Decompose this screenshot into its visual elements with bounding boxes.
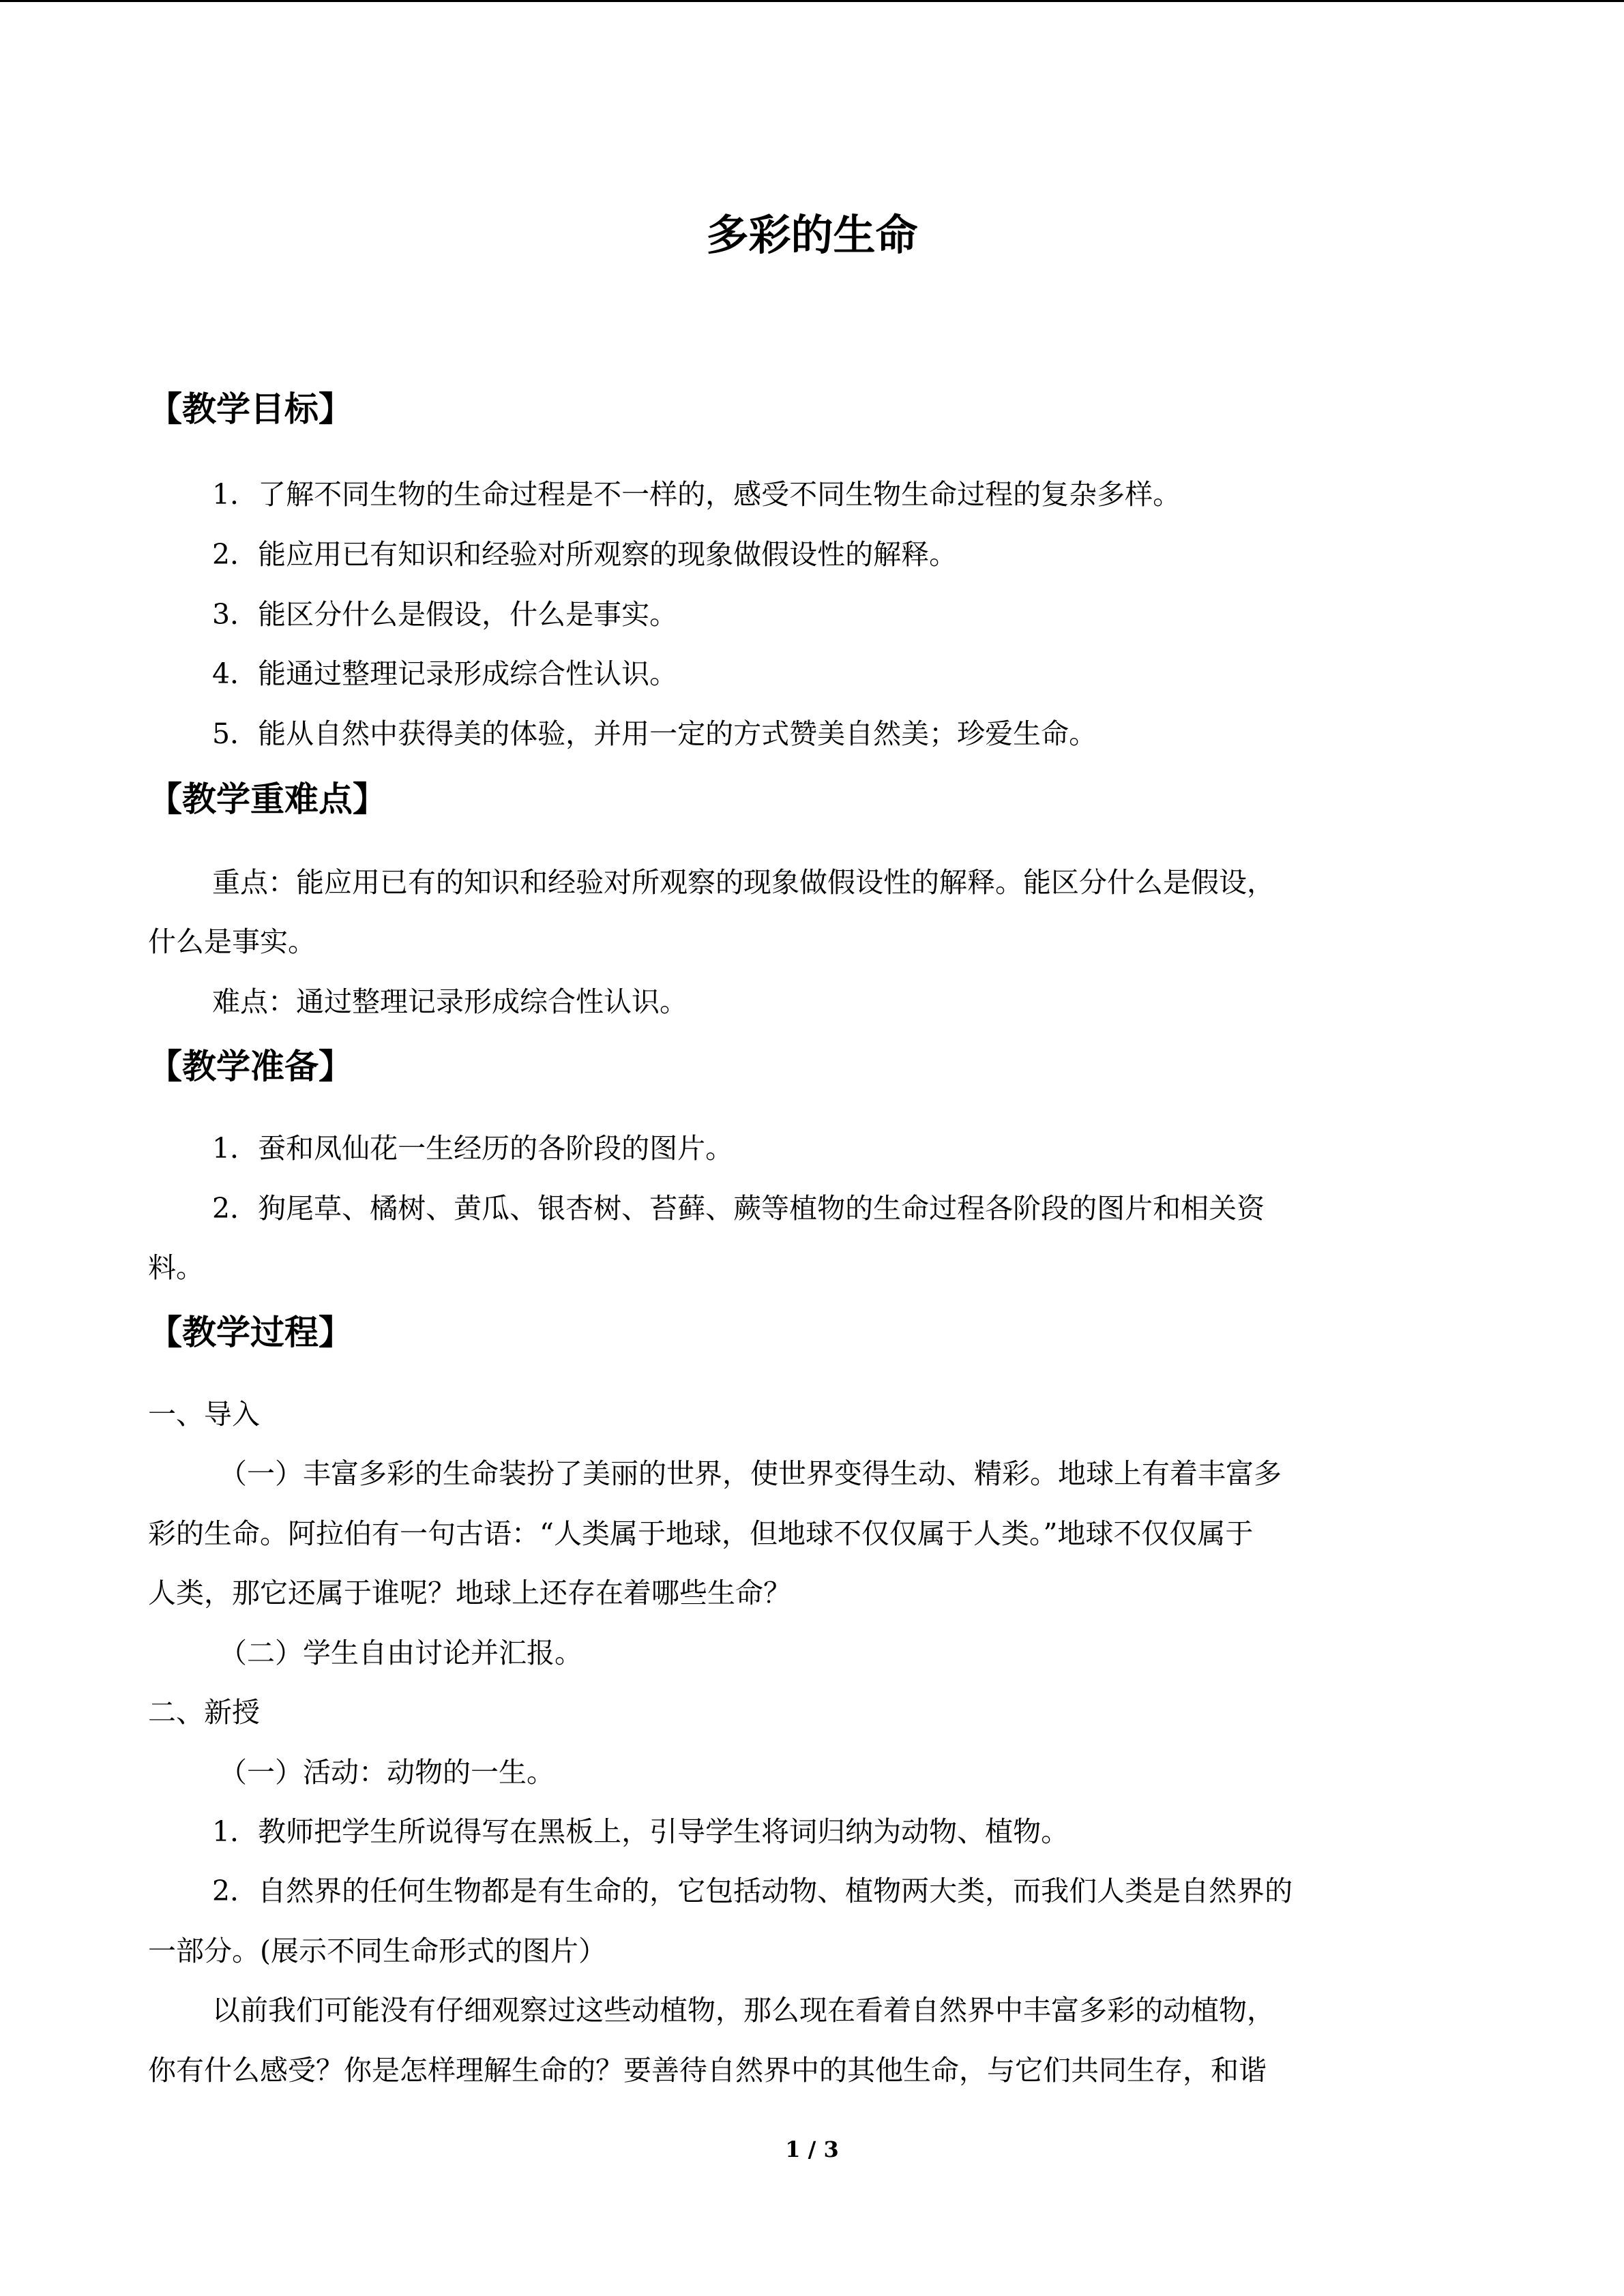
process-part-1-paragraph-1-line-3: 人类，那它还属于谁呢？地球上还存在着哪些生命？ [148,1577,791,1609]
process-part-2-item-2-line-2: 一部分。(展示不同生命形式的图片） [148,1935,606,1967]
section-heading-process: 【教学过程】 [148,1313,353,1352]
process-part-2-item-1: 1．教师把学生所说得写在黑板上，引导学生将词归纳为动物、植物。 [212,1815,1069,1848]
objective-item-2: 2．能应用已有知识和经验对所观察的现象做假设性的解释。 [212,538,958,571]
process-part-1-paragraph-1-line-2: 彩的生命。阿拉伯有一句古语：“人类属于地球，但地球不仅仅属于人类。”地球不仅仅属于 [148,1517,1254,1550]
section-heading-key-points: 【教学重难点】 [148,779,387,819]
process-part-2-item-2-line-1: 2．自然界的任何生物都是有生命的，它包括动物、植物两大类，而我们人类是自然界的 [212,1875,1293,1907]
process-part-1-paragraph-2: （二）学生自由讨论并汇报。 [219,1637,582,1669]
objective-item-5: 5．能从自然中获得美的体验，并用一定的方式赞美自然美；珍爱生命。 [212,717,1097,750]
process-part-2-activity: （一）活动：动物的一生。 [219,1756,555,1789]
document-title: 多彩的生命 [706,210,918,260]
page-top-border [0,0,1624,2]
page-number: 1 / 3 [785,2136,839,2162]
process-part-1-title: 一、导入 [148,1398,260,1431]
section-heading-preparation: 【教学准备】 [148,1047,353,1086]
process-part-2-title: 二、新授 [148,1696,260,1729]
objective-item-1: 1．了解不同生物的生命过程是不一样的，感受不同生物生命过程的复杂多样。 [212,478,1181,511]
process-part-1-paragraph-1-line-1: （一）丰富多彩的生命装扮了美丽的世界，使世界变得生动、精彩。地球上有着丰富多 [219,1457,1282,1490]
preparation-item-2-line-1: 2．狗尾草、橘树、黄瓜、银杏树、苔藓、蕨等植物的生命过程各阶段的图片和相关资 [212,1192,1265,1225]
key-point-focus-line-2: 什么是事实。 [148,925,316,958]
section-heading-objectives: 【教学目标】 [148,389,353,429]
process-part-2-paragraph-line-1: 以前我们可能没有仔细观察过这些动植物，那么现在看着自然界中丰富多彩的动植物， [212,1994,1275,2027]
key-point-focus-line-1: 重点：能应用已有的知识和经验对所观察的现象做假设性的解释。能区分什么是假设， [212,866,1275,899]
process-part-2-paragraph-line-2: 你有什么感受？你是怎样理解生命的？要善待自然界中的其他生命，与它们共同生存，和谐 [148,2054,1267,2087]
objective-item-3: 3．能区分什么是假设，什么是事实。 [212,598,678,631]
preparation-item-2-line-2: 料。 [148,1251,204,1284]
objective-item-4: 4．能通过整理记录形成综合性认识。 [212,657,678,690]
preparation-item-1: 1．蚕和凤仙花一生经历的各阶段的图片。 [212,1132,734,1165]
key-point-difficulty: 难点：通过整理记录形成综合性认识。 [212,985,688,1018]
